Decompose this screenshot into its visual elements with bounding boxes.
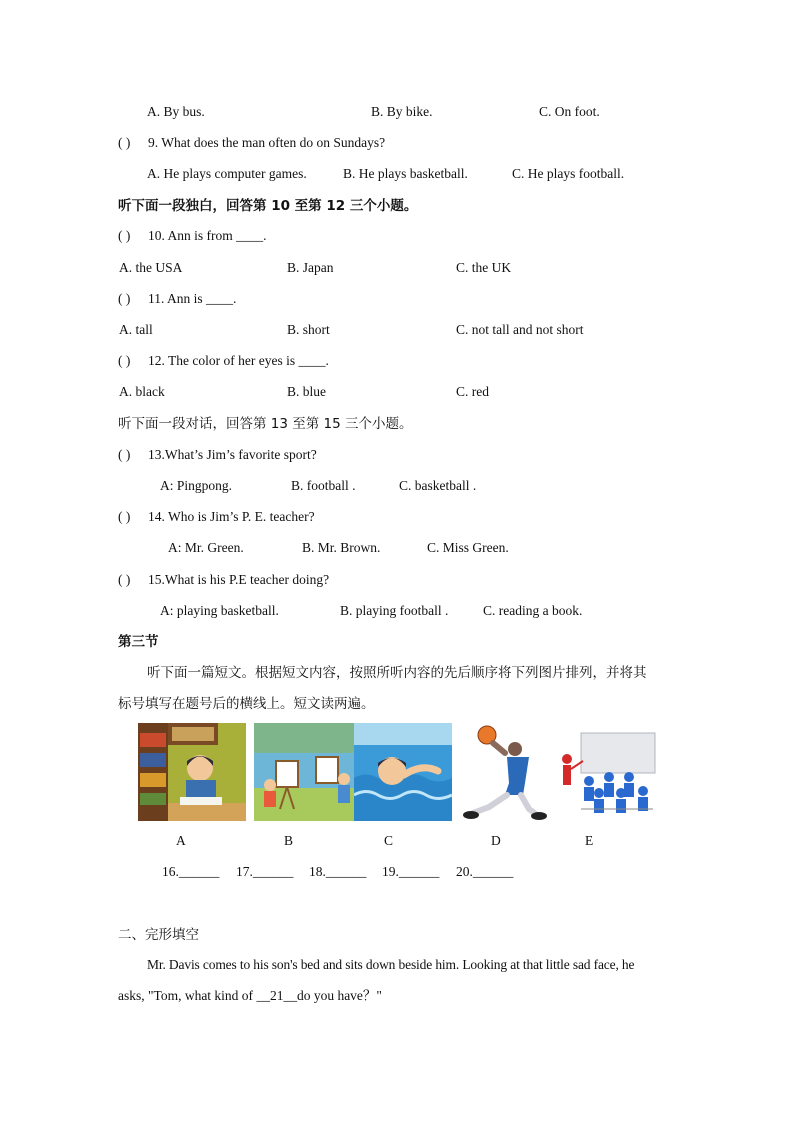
q9-option-c: C. He plays football. [512, 166, 625, 181]
answer-blank-19: 19.______ [382, 864, 440, 879]
cloze-line-2-start: asks, "Tom, what kind of [118, 988, 257, 1003]
q13-option-a: A: Pingpong. [160, 478, 233, 493]
picture-label-a: A [176, 833, 186, 848]
q15-paren: ( ) [118, 572, 131, 587]
cloze-line-2 [118, 987, 382, 1005]
q12-paren: ( ) [118, 353, 131, 368]
answer-blank-20: 20.______ [456, 864, 514, 879]
q10-text: 10. Ann is from ____. [148, 228, 267, 243]
section3-title: 第三节 [118, 634, 159, 650]
q11-option-c: C. not tall and not short [456, 322, 584, 337]
picture-d-basketball-player [453, 723, 551, 821]
q8-option-a: A. By bus. [147, 104, 205, 119]
q14-option-c: C. Miss Green. [427, 540, 509, 555]
answer-blank-17: 17.______ [236, 864, 294, 879]
cloze-blank-21: __21__ [256, 988, 297, 1003]
dialog-header: 听下面一段对话，回答第 13 至第 15 三个小题。 [118, 416, 413, 432]
cloze-line-2-end: do you have？" [296, 988, 382, 1003]
part2-title: 二、完形填空 [118, 927, 199, 943]
q15-option-b: B. playing football . [340, 603, 449, 618]
picture-label-c: C [384, 833, 394, 848]
q9-option-b: B. He plays basketball. [343, 166, 468, 181]
q15-text: 15.What is his P.E teacher doing? [148, 572, 330, 587]
q13-option-c: C. basketball . [399, 478, 477, 493]
picture-label-e: E [585, 833, 594, 848]
q12-option-b: B. blue [287, 384, 326, 399]
q10-option-b: B. Japan [287, 260, 334, 275]
picture-label-d: D [491, 833, 501, 848]
q13-paren: ( ) [118, 447, 131, 462]
q13-text: 13.What’s Jim’s favorite sport? [148, 447, 317, 462]
q14-text: 14. Who is Jim’s P. E. teacher? [148, 509, 315, 524]
q11-paren: ( ) [118, 291, 131, 306]
q8-option-c: C. On foot. [539, 104, 600, 119]
section3-instruction-line1: 听下面一篇短文。根据短文内容，按照所听内容的先后顺序将下列图片排列，并将其 [147, 665, 647, 681]
q12-option-a: A. black [119, 384, 165, 399]
q9-paren: ( ) [118, 135, 131, 150]
answer-blank-16: 16.______ [162, 864, 220, 879]
section3-instruction-line2: 标号填写在题号后的横线上。短文读两遍。 [118, 696, 375, 712]
q9-text: 9. What does the man often do on Sundays? [148, 135, 386, 150]
picture-e-presentation [559, 731, 657, 821]
picture-b-kids-painting [254, 723, 354, 821]
q15-option-a: A: playing basketball. [160, 603, 279, 618]
picture-label-b: B [284, 833, 294, 848]
q10-option-a: A. the USA [119, 260, 183, 275]
q15-option-c: C. reading a book. [483, 603, 583, 618]
q11-text: 11. Ann is ____. [148, 291, 237, 306]
picture-a-boy-reading [138, 723, 246, 821]
q14-option-a: A: Mr. Green. [168, 540, 244, 555]
q9-option-a: A. He plays computer games. [147, 166, 307, 181]
q11-option-a: A. tall [119, 322, 153, 337]
q12-text: 12. The color of her eyes is ____. [148, 353, 329, 368]
q14-paren: ( ) [118, 509, 131, 524]
cloze-line-1: Mr. Davis comes to his son's bed and sits down beside him. Looking at that little sad face, he [147, 957, 635, 972]
q14-option-b: B. Mr. Brown. [302, 540, 381, 555]
picture-c-boy-swimming [354, 723, 452, 821]
q10-option-c: C. the UK [456, 260, 512, 275]
q10-paren: ( ) [118, 228, 131, 243]
answer-blank-18: 18.______ [309, 864, 367, 879]
q13-option-b: B. football . [291, 478, 356, 493]
monologue-header: 听下面一段独白，回答第 10 至第 12 三个小题。 [118, 198, 418, 214]
q12-option-c: C. red [456, 384, 489, 399]
q11-option-b: B. short [287, 322, 330, 337]
q8-option-b: B. By bike. [371, 104, 433, 119]
